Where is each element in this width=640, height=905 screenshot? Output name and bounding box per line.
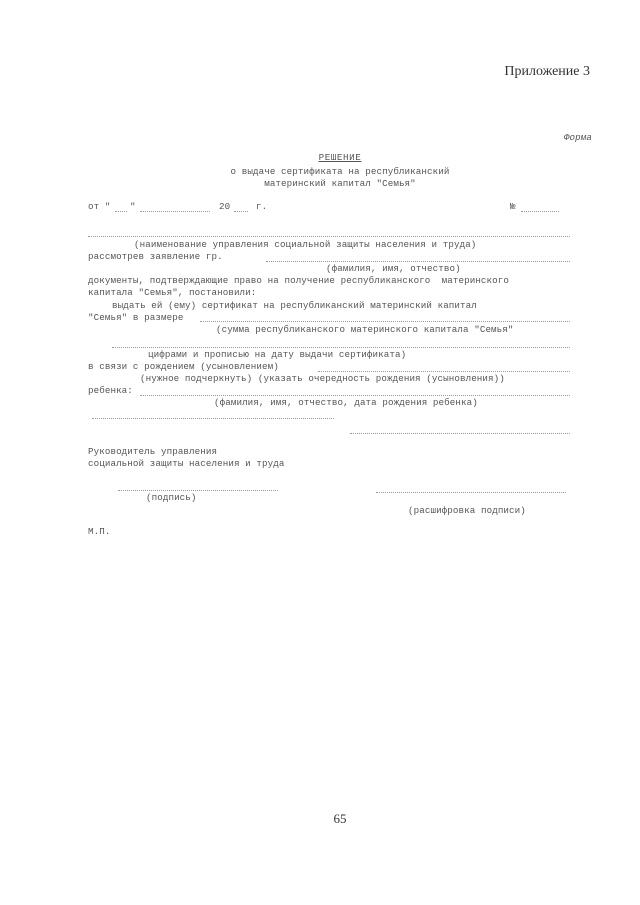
sum-hint: (сумма республиканского материнского капитала "Семья" [216,324,514,335]
applicant-fio-field [266,261,570,262]
department-hint: (наименование управления социальной защиты населения и труда) [134,239,477,250]
child-info-field-2b [350,433,570,434]
number-field [521,211,559,212]
page-number: 65 [333,811,347,826]
sum-hint2: цифрами и прописью на дату выдачи сертификата) [148,349,407,360]
documents-line2: капитала "Семья", постановили: [88,287,257,298]
department-field [88,236,570,237]
document-title: РЕШЕНИЕ [318,152,362,163]
underline-hint: (нужное подчеркнуть) (указать очередность рождения (усыновления)) [140,373,505,384]
form-label: Форма [563,132,592,143]
child-info-field [140,395,570,396]
appendix-label: Приложение 3 [504,64,590,79]
birth-order-field [318,371,570,372]
date-year-prefix: 20 [219,201,231,212]
signature-field [118,490,278,491]
date-day-field [115,211,127,212]
head-line2: социальной защиты населения и труда [88,458,285,469]
signature-decode-hint: (расшифровка подписи) [408,505,526,516]
number-sign: № [510,201,516,212]
date-year-field [234,211,248,212]
document-subtitle-line1: о выдаче сертификата на республиканский [230,166,450,177]
documents-line1: документы, подтверждающие право на получение республиканского материнского [88,275,510,286]
date-year-suffix: г. [256,201,268,212]
issue-line1: выдать ей (ему) сертификат на республиканский материнский капитал [112,300,477,311]
signature-decode-field [376,492,566,493]
stamp-label: М.П. [88,526,111,537]
birth-label: в связи с рождением (усыновлением) [88,361,279,372]
issue-line2: "Семья" в размере [88,312,184,323]
signature-hint: (подпись) [146,492,197,503]
date-quote-close: " [130,201,136,212]
capital-sum-words-field [112,347,570,348]
date-from-prefix: от " [88,201,111,212]
capital-sum-field [200,321,570,322]
child-label: ребенка: [88,385,133,396]
applicant-fio-hint: (фамилия, имя, отчество) [326,263,461,274]
considered-label: рассмотрев заявление гр. [88,251,223,262]
child-info-field-2a [92,418,334,419]
head-line1: Руководитель управления [88,446,218,457]
date-month-field [140,211,210,212]
child-hint: (фамилия, имя, отчество, дата рождения ребенка) [214,397,478,408]
document-subtitle-line2: материнский капитал "Семья" [264,178,416,189]
